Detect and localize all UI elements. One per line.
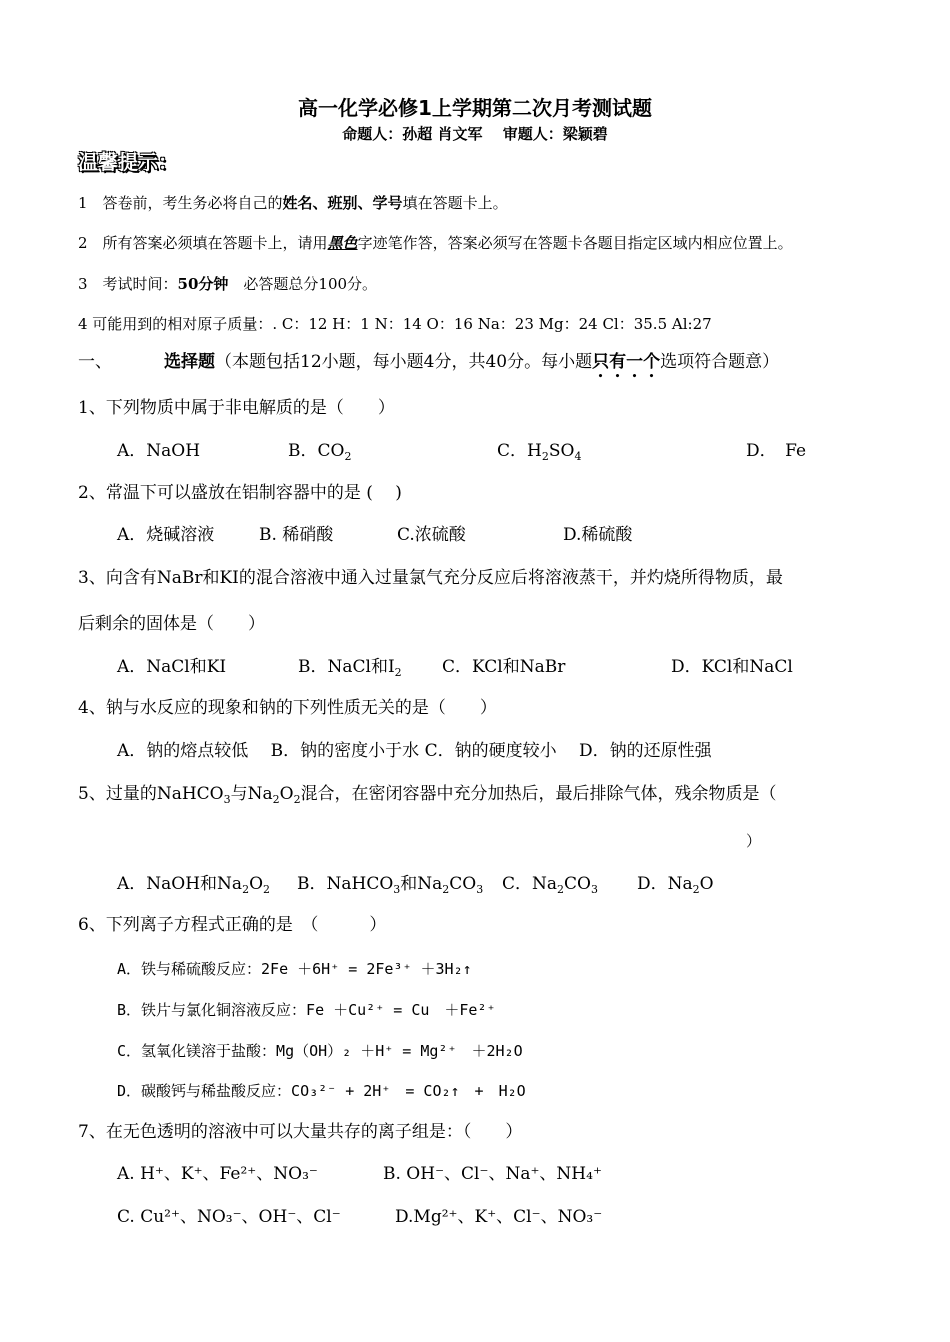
q5-option-c: C．$Na_2CO_3$ [502, 874, 598, 896]
q3-option-d: D．KCl和NaCl [671, 657, 793, 677]
q1-option-a: A．NaOH [117, 441, 201, 461]
q6-option-d: D．碳酸钙与稀盐酸反应：CO₃²⁻ + 2H⁺ = CO₂↑ + H₂O [117, 1082, 526, 1100]
q1-option-c: C．$H_2SO_4$ [497, 441, 582, 463]
q5-close-paren: ） [746, 832, 762, 850]
q5-option-b: B．NaHCO$_3$和$Na_2CO_3$ [297, 874, 484, 896]
q7-option-c: C. Cu²⁺、NO₃⁻、OH⁻、Cl⁻ [117, 1207, 341, 1227]
q3-stem-line2: 后剩余的固体是（ ） [78, 614, 265, 634]
q6-option-c: C．氢氧化镁溶于盐酸：Mg（OH）₂ ＋H⁺ = Mg²⁺ ＋2H₂O [117, 1042, 523, 1060]
tips-heading: 温馨提示： [78, 150, 178, 174]
q7-option-a: A. H⁺、K⁺、Fe²⁺、NO₃⁻ [117, 1164, 318, 1184]
q3-option-a: A．NaCl和KI [117, 657, 227, 677]
note-1-post: 填在答题卡上。 [402, 194, 508, 212]
section-emphasis: 只有一个 [592, 352, 661, 372]
q1-stem: 1、下列物质中属于非电解质的是（ ） [78, 398, 395, 418]
q3-option-c: C．KCl和NaBr [442, 657, 566, 677]
exam-title: 高一化学必修1上学期第二次月考测试题 [298, 96, 652, 120]
q6-stem: 6、下列离子方程式正确的是 （ ） [78, 915, 387, 935]
note-4: 4 可能用到的相对原子质量：. C：12 H：1 N：14 O：16 Na：23 Mg：24 Cl：35.5 Al:27 [78, 315, 712, 333]
note-2-underlined: 黑色 [327, 234, 358, 252]
q2-option-a: A．烧碱溶液 [117, 525, 215, 545]
note-2 [78, 232, 793, 254]
q5-stem: 5、过量的NaHCO$_3$与$Na_2O_2$混合，在密闭容器中充分加热后，最后排除气体，残余物质是（ [78, 784, 777, 806]
section-name: 选择题 [164, 352, 215, 372]
q3-stem-line1: 3、向含有NaBr和KI的混合溶液中通入过量氯气充分反应后将溶液蒸干，并灼烧所得物质，最 [78, 568, 783, 588]
q2-option-c: C.浓硫酸 [397, 525, 466, 545]
section-desc-post: 选项符合题意） [660, 352, 780, 372]
note-3 [78, 273, 377, 295]
q1-option-b: B．$CO_2$ [288, 441, 352, 463]
q7-option-b: B. OH⁻、Cl⁻、Na⁺、NH₄⁺ [383, 1164, 602, 1184]
q2-option-b: B. 稀硝酸 [259, 525, 334, 545]
section-number: 一、 [78, 352, 112, 372]
q1-option-d: D． Fe [746, 441, 807, 461]
q6-option-a: A．铁与稀硫酸反应：2Fe ＋6H⁺ = 2Fe³⁺ ＋3H₂↑ [117, 960, 472, 978]
note-3-post: 必答题总分100分。 [228, 275, 378, 293]
q2-option-d: D.稀硫酸 [563, 525, 633, 545]
q5-option-d: D．$Na_2O$ [637, 874, 714, 896]
note-3-bold: 50分钟 [177, 275, 229, 293]
note-1 [78, 192, 508, 214]
note-2-pre: 2 所有答案必须填在答题卡上，请用 [78, 234, 328, 252]
section-heading [78, 351, 779, 382]
q2-stem: 2、常温下可以盛放在铝制容器中的是 ( ) [78, 483, 402, 503]
q3-option-b: B．NaCl和$I_2$ [298, 657, 402, 679]
note-2-post: 字迹笔作答，答案必须写在答题卡各题目指定区域内相应位置上。 [357, 234, 793, 252]
note-1-pre: 1 答卷前，考生务必将自己的 [78, 194, 283, 212]
q7-stem: 7、在无色透明的溶液中可以大量共存的离子组是：（ ） [78, 1122, 523, 1142]
q4-options: A．钠的熔点较低 B．钠的密度小于水 C．钠的硬度较小 D．钠的还原性强 [117, 741, 712, 761]
q6-option-b: B．铁片与氯化铜溶液反应：Fe ＋Cu²⁺ = Cu ＋Fe²⁺ [117, 1001, 496, 1019]
note-1-bold: 姓名、班别、学号 [282, 194, 403, 212]
authors-line: 命题人：孙超 肖文军 审题人：梁颖碧 [342, 125, 608, 143]
note-3-pre: 3 考试时间： [78, 275, 178, 293]
q4-stem: 4、钠与水反应的现象和钠的下列性质无关的是（ ） [78, 698, 497, 718]
section-desc-pre: （本题包括12小题，每小题4分，共40分。每小题 [215, 352, 593, 372]
q5-option-a: A．NaOH和$Na_2O_2$ [117, 874, 270, 896]
q7-option-d: D.Mg²⁺、K⁺、Cl⁻、NO₃⁻ [395, 1207, 603, 1227]
